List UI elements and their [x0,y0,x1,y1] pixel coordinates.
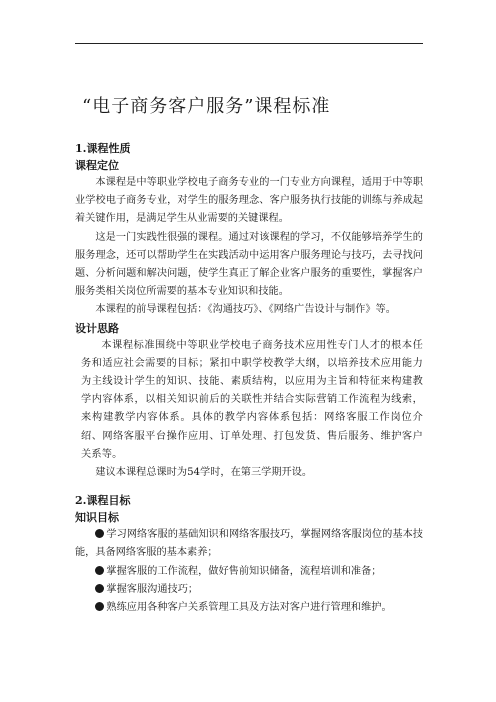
subheading-course-positioning: 课程定位 [75,159,119,172]
bullet-icon [95,584,104,593]
document-title: “电子商务客户服务”课程标准 [82,96,331,117]
list-item-text: 掌握客服的工作流程，做好售前知识储备，流程培训和准备； [106,565,382,577]
list-item [75,581,423,599]
section-gap [75,482,423,492]
paragraph: 这是一门实践性很强的课程。通过对该课程的学习，不仅能够培养学生的服务理念，还可以帮助学生在实践活动中运用客户服务理论与技巧，去寻找问题、分析问题和解决问题，使学生真正了解企业客户服务的重要性，掌握客户服务类相关岗位所需要的基本专业知识和技能。 [75,231,423,298]
subheading-knowledge-objectives: 知识目标 [75,511,119,525]
list-item-text: 学习网络客服的基础知识和网络客服技巧，掌握网络客服岗位的基本技能，具备网络客服的基本素养； [75,529,423,559]
section-heading-course-nature: 1.课程性质 [75,142,131,155]
paragraph: 本课程是中等职业学校电子商务专业的一门专业方向课程，适用于中等职业学校电子商务专业，对学生的服务理念、客户服务执行技能的训练与养成起着关键作用，是满足学生从业需要的关键课程。 [75,177,423,225]
list-item [75,563,423,581]
bullet-icon [95,566,104,575]
paragraph: 本课程标准围绕中等职业学校电子商务技术应用性专门人才的根本任务和适应社会需要的目标；紧扣中职学校教学大纲，以培养技术应用能力为主线设计学生的知识、技能、素质结构，以应用为主旨和特征来构建教学内容体系，以相关知识前后的关联性并结合实际营销工作流程为线索，来构建教学内容体系。具体的教学内容体系包括：网络客服工作岗位介绍、网络客服平台操作应用、订单处理、打包发货、售后服务、维护客户关系等。 [81,339,423,460]
document-body [75,140,423,617]
paragraph: 本课程的前导课程包括：《沟通技巧》、《网络广告设计与制作》等。 [95,304,396,316]
list-item [75,599,423,617]
section-heading-course-objectives: 2.课程目标 [75,494,131,508]
bullet-icon [95,529,104,538]
paragraph: 建议本课程总课时为54学时，在第三学期开设。 [95,467,313,479]
list-item-text: 掌握客服沟通技巧； [106,583,199,595]
subheading-design-approach: 设计思路 [75,321,119,335]
list-item-text: 熟练应用各种客户关系管理工具及方法对客户进行管理和维护。 [106,602,392,614]
header-rule [75,43,423,44]
bullet-icon [95,602,104,611]
list-item [75,526,423,562]
